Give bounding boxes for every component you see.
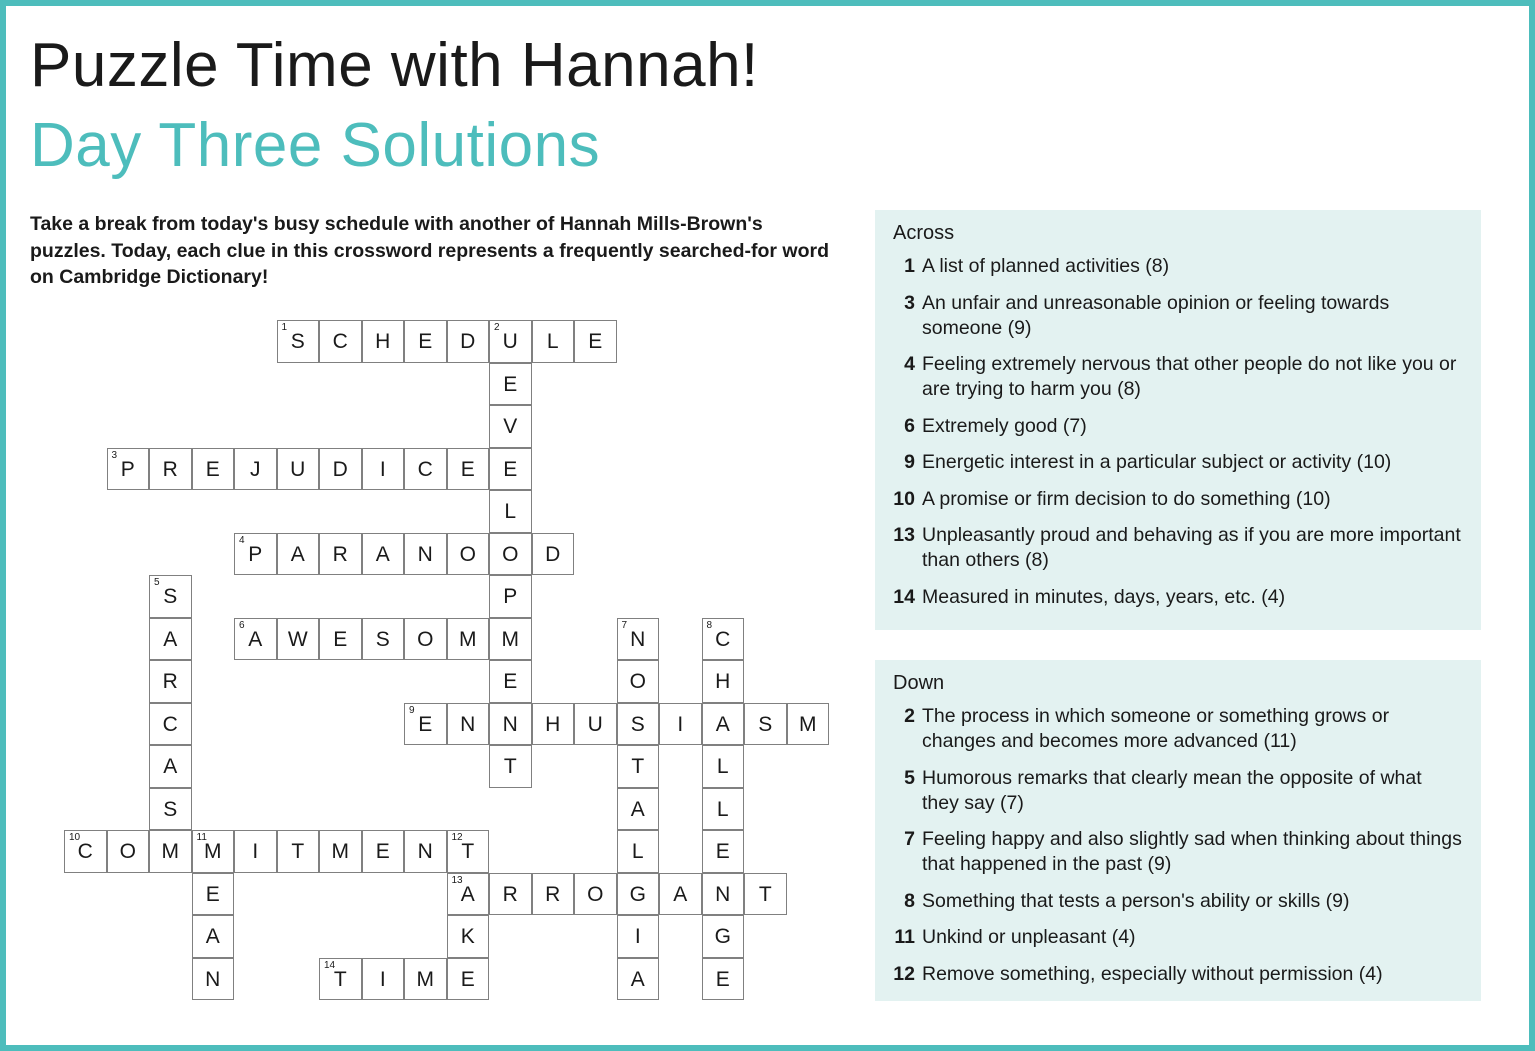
clue-number: 12: [893, 962, 915, 985]
cell-letter: I: [379, 457, 386, 481]
cell-letter: L: [546, 330, 559, 353]
across-clue-3: [893, 291, 1463, 341]
across-clue-13: [893, 523, 1463, 573]
across-clues-panel: [875, 210, 1481, 630]
cell-letter: J: [250, 457, 261, 481]
cell-letter: A: [715, 712, 730, 736]
cell-letter: E: [503, 670, 518, 693]
crossword-cell[interactable]: [362, 533, 405, 576]
cell-letter: H: [545, 712, 561, 736]
crossword-cell[interactable]: [192, 915, 235, 958]
crossword-cell[interactable]: [702, 703, 745, 746]
clue-text: Energetic interest in a particular subject or activity (10): [922, 451, 1392, 473]
crossword-cell[interactable]: [192, 830, 235, 873]
cell-letter: T: [333, 967, 347, 991]
cell-number: 10: [69, 832, 81, 843]
cell-letter: A: [630, 797, 645, 821]
cell-number: 13: [451, 874, 463, 886]
crossword-cell[interactable]: [489, 873, 532, 916]
cell-letter: U: [587, 712, 603, 736]
clue-text: Measured in minutes, days, years, etc. (4): [922, 585, 1286, 608]
down-clue-5: [893, 766, 1463, 816]
cell-letter: U: [502, 330, 518, 353]
clue-text: Unpleasantly proud and behaving as if you are more important than others (8): [922, 524, 1461, 571]
crossword-cell[interactable]: [574, 873, 617, 916]
cell-letter: C: [332, 330, 348, 353]
across-clue-1: [893, 254, 1463, 279]
crossword-cell[interactable]: [362, 830, 405, 873]
cell-number: 7: [621, 619, 628, 631]
crossword-cell[interactable]: [489, 448, 532, 491]
cell-letter: A: [290, 542, 305, 566]
crossword-cell[interactable]: [447, 873, 490, 916]
crossword-cell[interactable]: [362, 448, 405, 491]
cell-letter: T: [461, 840, 475, 863]
cell-letter: O: [502, 542, 519, 566]
clue-number: 13: [893, 524, 915, 546]
cell-letter: I: [634, 925, 641, 948]
clue-text: Humorous remarks that clearly mean the opposite of what they say (7): [922, 766, 1422, 814]
crossword-cell[interactable]: [574, 320, 617, 363]
across-clue-4: [893, 352, 1463, 402]
cell-letter: L: [631, 840, 644, 863]
crossword-cell[interactable]: [404, 618, 447, 661]
down-clue-list: [893, 704, 1463, 987]
cell-letter: N: [630, 627, 646, 651]
cell-letter: G: [629, 882, 646, 906]
cell-number: 5: [154, 577, 160, 588]
cell-letter: E: [715, 967, 730, 991]
crossword-cell[interactable]: [319, 618, 362, 661]
clue-text: Something that tests a person's ability or skills (9): [922, 889, 1350, 912]
cell-letter: O: [587, 882, 604, 906]
across-clue-9: [893, 450, 1463, 475]
crossword-cell[interactable]: [617, 830, 660, 873]
crossword-cell[interactable]: [489, 405, 532, 448]
clue-text: Extremely good (7): [922, 414, 1087, 437]
cell-letter: S: [163, 585, 178, 608]
cell-letter: P: [503, 585, 518, 608]
crossword-cell[interactable]: [149, 660, 192, 703]
crossword-cell[interactable]: [277, 320, 320, 363]
cell-number: 1: [281, 322, 288, 333]
cell-letter: N: [715, 882, 731, 906]
cell-letter: N: [460, 712, 476, 736]
cell-letter: A: [460, 882, 475, 906]
cell-letter: O: [629, 670, 646, 693]
cell-letter: E: [715, 840, 730, 863]
crossword-cell[interactable]: [787, 703, 830, 746]
crossword-cell[interactable]: [107, 448, 150, 491]
cell-letter: C: [417, 457, 433, 481]
clue-number: 9: [904, 451, 915, 473]
cell-letter: M: [799, 712, 817, 736]
cell-number: 12: [451, 832, 463, 843]
cell-letter: S: [375, 627, 390, 651]
cell-number: 14: [324, 959, 336, 971]
crossword-cell[interactable]: [617, 873, 660, 916]
crossword-cell[interactable]: [107, 830, 150, 873]
down-clue-11: [893, 925, 1463, 950]
cell-letter: G: [714, 925, 731, 948]
clue-text: A list of planned activities (8): [922, 255, 1170, 277]
cell-number: 8: [706, 619, 713, 631]
cell-letter: E: [375, 840, 390, 863]
intro-text: Take a break from today's busy schedule with another of Hannah Mills-Brown's puzzles. Today, each clue in this crossword represents a frequently searched-for word on Cambridge Dictionary!: [30, 213, 829, 288]
page-title: Puzzle Time with Hannah!: [30, 31, 759, 100]
crossword-cell[interactable]: [319, 533, 362, 576]
cell-letter: E: [418, 330, 433, 353]
crossword-cell[interactable]: [532, 873, 575, 916]
crossword-cell[interactable]: [702, 873, 745, 916]
crossword-cell[interactable]: [489, 363, 532, 406]
crossword-cell[interactable]: [489, 703, 532, 746]
crossword-cell[interactable]: [404, 703, 447, 746]
down-clue-7: [893, 827, 1463, 877]
cell-letter: W: [287, 627, 308, 651]
cell-letter: M: [204, 840, 222, 863]
crossword-cell[interactable]: [447, 448, 490, 491]
cell-letter: A: [205, 925, 220, 948]
cell-letter: P: [120, 457, 135, 481]
crossword-cell[interactable]: [702, 830, 745, 873]
clue-number: 3: [904, 291, 915, 314]
cell-letter: R: [502, 882, 518, 906]
crossword-cell[interactable]: [404, 958, 447, 1001]
crossword-cell[interactable]: [192, 958, 235, 1001]
cell-letter: V: [503, 415, 518, 438]
crossword-cell[interactable]: [702, 660, 745, 703]
cell-letter: A: [673, 882, 688, 906]
crossword-cell[interactable]: [234, 533, 277, 576]
cell-letter: D: [460, 330, 476, 353]
cell-letter: U: [290, 457, 306, 481]
cell-letter: M: [416, 967, 434, 991]
cell-letter: T: [631, 755, 645, 778]
crossword-cell[interactable]: [319, 320, 362, 363]
crossword-cell[interactable]: [617, 958, 660, 1001]
crossword-cell[interactable]: [362, 320, 405, 363]
cell-letter: N: [417, 542, 433, 566]
crossword-cell[interactable]: [617, 915, 660, 958]
down-clue-12: [893, 962, 1463, 987]
crossword-cell[interactable]: [404, 320, 447, 363]
clue-text: Remove something, especially without permission (4): [922, 962, 1383, 985]
crossword-cell[interactable]: [277, 533, 320, 576]
crossword-cell[interactable]: [489, 745, 532, 788]
cell-letter: R: [332, 542, 348, 566]
crossword-cell[interactable]: [149, 745, 192, 788]
cell-letter: A: [630, 967, 645, 991]
crossword-cell[interactable]: [277, 448, 320, 491]
cell-letter: T: [291, 840, 305, 863]
clue-text: Feeling extremely nervous that other people do not like you or are trying to harm you (8): [922, 353, 1457, 400]
clue-number: 6: [904, 414, 915, 437]
cell-number: 2: [494, 322, 500, 333]
cell-letter: M: [459, 627, 477, 651]
crossword-cell[interactable]: [362, 958, 405, 1001]
crossword-cell[interactable]: [234, 618, 277, 661]
across-clue-10: [893, 487, 1463, 512]
cell-letter: E: [503, 372, 518, 396]
crossword-cell[interactable]: [659, 703, 702, 746]
crossword-cell[interactable]: [149, 618, 192, 661]
down-clue-2: [893, 704, 1463, 754]
crossword-cell[interactable]: [532, 703, 575, 746]
crossword-cell[interactable]: [277, 830, 320, 873]
across-clue-6: [893, 414, 1463, 439]
crossword-cell[interactable]: [447, 915, 490, 958]
crossword-cell[interactable]: [149, 703, 192, 746]
across-heading: Across: [893, 222, 955, 244]
clue-text: A promise or firm decision to do something (10): [922, 487, 1331, 510]
clue-number: 10: [893, 487, 915, 510]
cell-letter: A: [163, 755, 178, 778]
crossword-cell[interactable]: [447, 703, 490, 746]
down-clue-8: [893, 889, 1463, 914]
crossword-cell[interactable]: [489, 320, 532, 363]
cell-letter: L: [716, 755, 729, 778]
crossword-cell[interactable]: [532, 320, 575, 363]
clue-number: 4: [904, 353, 915, 375]
cell-letter: S: [163, 797, 178, 821]
crossword-cell[interactable]: [447, 618, 490, 661]
crossword-cell[interactable]: [489, 490, 532, 533]
down-heading: Down: [893, 672, 945, 694]
cell-letter: N: [417, 840, 433, 863]
cell-number: 11: [196, 832, 207, 843]
cell-letter: H: [375, 330, 391, 353]
clue-number: 5: [904, 766, 915, 789]
crossword-cell[interactable]: [617, 745, 660, 788]
crossword-cell[interactable]: [149, 830, 192, 873]
clue-number: 11: [894, 926, 915, 948]
cell-letter: D: [545, 542, 561, 566]
crossword-cell[interactable]: [149, 448, 192, 491]
down-clues-panel: [875, 660, 1481, 1001]
clue-text: The process in which someone or something grows or changes and becomes more advanced (11): [922, 705, 1390, 752]
crossword-cell[interactable]: [404, 830, 447, 873]
clue-text: Feeling happy and also slightly sad when thinking about things that happened in the past (9): [922, 828, 1462, 875]
crossword-cell[interactable]: [489, 533, 532, 576]
crossword-cell[interactable]: [234, 830, 277, 873]
cell-letter: H: [715, 670, 731, 693]
crossword-cell[interactable]: [277, 618, 320, 661]
crossword-cell[interactable]: [319, 958, 362, 1001]
crossword-cell[interactable]: [447, 958, 490, 1001]
cell-letter: O: [417, 627, 434, 651]
cell-letter: M: [161, 840, 179, 863]
crossword-cell[interactable]: [192, 873, 235, 916]
crossword-cell[interactable]: [489, 618, 532, 661]
cell-letter: L: [504, 500, 517, 523]
clue-number: 14: [893, 585, 915, 608]
cell-number: 4: [239, 534, 245, 546]
cell-number: 6: [239, 619, 245, 631]
crossword-cell[interactable]: [702, 745, 745, 788]
across-clue-list: [893, 254, 1463, 610]
cell-letter: R: [162, 457, 178, 481]
crossword-cell[interactable]: [702, 915, 745, 958]
cell-letter: P: [248, 542, 263, 566]
cell-letter: R: [162, 670, 178, 693]
cell-letter: S: [630, 712, 645, 736]
crossword-cell[interactable]: [489, 575, 532, 618]
cell-letter: E: [333, 627, 348, 651]
crossword-cell[interactable]: [404, 533, 447, 576]
crossword-cell[interactable]: [64, 830, 107, 873]
cell-letter: O: [459, 542, 476, 566]
crossword-cell[interactable]: [744, 873, 787, 916]
crossword-cell[interactable]: [489, 660, 532, 703]
cell-letter: R: [545, 882, 561, 906]
crossword-cell[interactable]: [149, 788, 192, 831]
crossword-cell[interactable]: [362, 618, 405, 661]
cell-letter: I: [252, 840, 259, 863]
crossword-cell[interactable]: [617, 660, 660, 703]
cell-letter: K: [460, 925, 475, 948]
cell-letter: I: [379, 967, 386, 991]
cell-letter: M: [501, 627, 519, 651]
crossword-cell[interactable]: [447, 320, 490, 363]
cell-letter: C: [715, 627, 731, 651]
cell-letter: S: [758, 712, 773, 736]
cell-letter: I: [677, 712, 684, 736]
crossword-cell[interactable]: [659, 873, 702, 916]
crossword-cell[interactable]: [404, 448, 447, 491]
clue-number: 7: [904, 828, 915, 850]
cell-letter: O: [119, 840, 136, 863]
crossword-cell[interactable]: [192, 448, 235, 491]
cell-letter: A: [248, 627, 263, 651]
crossword-cell[interactable]: [447, 533, 490, 576]
crossword-cell[interactable]: [149, 575, 192, 618]
cell-letter: D: [332, 457, 348, 481]
cell-letter: E: [460, 967, 475, 991]
crossword-cell[interactable]: [234, 448, 277, 491]
cell-letter: E: [460, 457, 475, 481]
cell-letter: L: [716, 797, 729, 821]
crossword-cell[interactable]: [617, 788, 660, 831]
crossword-cell[interactable]: [617, 703, 660, 746]
cell-letter: T: [503, 755, 517, 778]
cell-letter: E: [503, 457, 518, 481]
cell-number: 3: [111, 449, 118, 461]
cell-letter: S: [290, 330, 305, 353]
cell-letter: N: [205, 967, 221, 991]
cell-letter: N: [502, 712, 518, 736]
cell-letter: C: [162, 712, 178, 736]
clue-number: 2: [904, 705, 915, 727]
crossword-cell[interactable]: [702, 958, 745, 1001]
cell-letter: E: [205, 882, 220, 906]
cell-letter: E: [588, 330, 603, 353]
cell-letter: C: [77, 840, 93, 863]
cell-letter: T: [758, 882, 772, 906]
crossword-cell[interactable]: [744, 703, 787, 746]
crossword-cell[interactable]: [702, 618, 745, 661]
clue-number: 1: [904, 255, 915, 277]
crossword-cell[interactable]: [319, 830, 362, 873]
crossword-cell[interactable]: [617, 618, 660, 661]
cell-letter: A: [375, 542, 390, 566]
clue-text: An unfair and unreasonable opinion or feeling towards someone (9): [922, 291, 1390, 339]
crossword-cell[interactable]: [447, 830, 490, 873]
crossword-cell[interactable]: [702, 788, 745, 831]
cell-letter: M: [331, 840, 349, 863]
crossword-cell[interactable]: [319, 448, 362, 491]
crossword-cell[interactable]: [574, 703, 617, 746]
cell-letter: E: [205, 457, 220, 481]
cell-letter: E: [418, 712, 433, 736]
clue-text: Unkind or unpleasant (4): [922, 926, 1136, 948]
across-clue-14: [893, 585, 1463, 610]
clue-number: 8: [904, 889, 915, 912]
page-subtitle: Day Three Solutions: [30, 111, 601, 180]
cell-letter: A: [163, 627, 178, 651]
cell-number: 9: [409, 704, 415, 716]
crossword-cell[interactable]: [532, 533, 575, 576]
